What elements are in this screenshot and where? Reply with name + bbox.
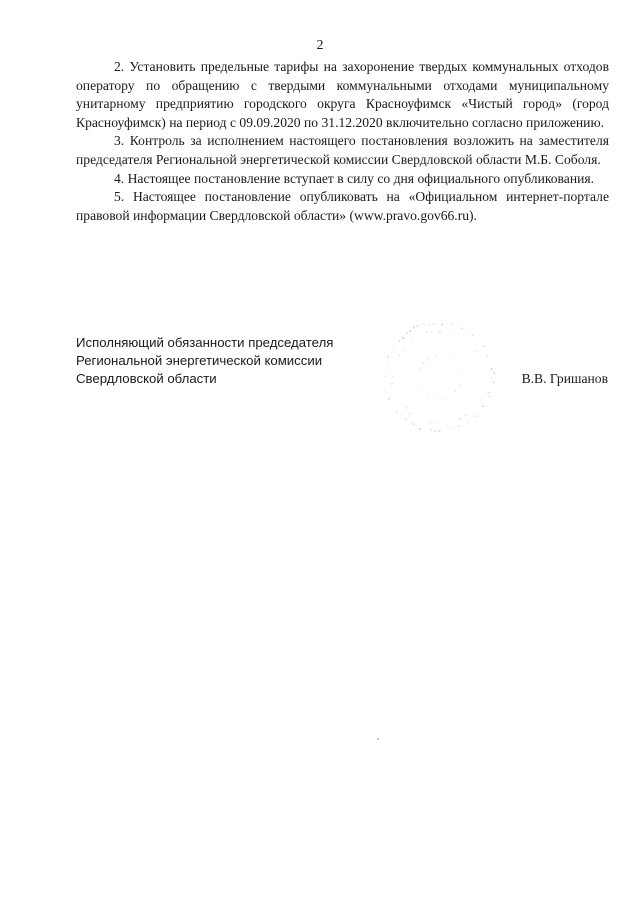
stamp-dot: [459, 418, 461, 420]
faint-stamp-icon: [378, 318, 500, 436]
paragraph-3: 3. Контроль за исполнением настоящего постановления возложить на заместителя председателя Региональной энергетической комиссии Свердловской области М.Б. Соболя.: [76, 133, 609, 167]
stamp-dot: [393, 349, 394, 350]
paragraph-2: 2. Установить предельные тарифы на захоронение твердых коммунальных отходов оператору по обращению с твердыми коммунальными отходами муниципальному унитарному предприятию городского округа Красноуфимск «Чистый город» (город Красноуфимск) на период с 09.09.2020 по 31.12.2020 включительно согласно приложению.: [76, 59, 609, 130]
signatory-name: В.В. Гришанов: [521, 371, 608, 386]
stamp-dot: [417, 376, 418, 377]
stamp-dot: [480, 399, 481, 400]
stamp-dot: [491, 368, 493, 370]
page-number: 2: [316, 38, 324, 53]
stamp-dot: [472, 335, 474, 337]
stamp-dot: [486, 355, 488, 357]
stamp-dot: [385, 389, 386, 390]
paragraph-4: 4. Настоящее постановление вступает в силу со дня официального опубликования.: [114, 170, 595, 186]
stamp-dot: [458, 369, 460, 371]
stamp-dot: [441, 323, 443, 325]
stamp-dot: [427, 394, 429, 396]
stamp-dot: [439, 331, 441, 333]
stamp-dot: [419, 368, 421, 370]
stamp-dot: [470, 333, 471, 334]
stamp-dot: [467, 422, 468, 423]
stamp-dot: [391, 383, 393, 385]
stamp-dot: [423, 362, 425, 364]
stamp-dot: [393, 376, 394, 377]
stamp-dot: [434, 430, 436, 432]
stamp-dot: [435, 355, 436, 356]
stamp-dot: [478, 413, 479, 414]
stamp-dot: [386, 362, 388, 364]
stamp-dot: [422, 389, 423, 390]
stamp-dot: [479, 356, 480, 357]
stamp-dot: [416, 426, 417, 427]
stamp-dot: [451, 323, 452, 324]
stamp-dot: [458, 426, 460, 428]
stamp-dot: [409, 412, 411, 414]
stamp-dot: [437, 421, 438, 422]
stamp-dot: [413, 327, 415, 329]
stamp-dot: [396, 411, 398, 413]
stamp-dot: [388, 356, 389, 357]
stamp-dot: [430, 421, 432, 423]
signatory-position-line: Исполняющий обязанности председателя: [76, 335, 334, 350]
stamp-dot: [419, 333, 420, 334]
stamp-dot: [434, 398, 436, 400]
stamp-dot: [426, 331, 428, 333]
stamp-dot: [474, 415, 476, 417]
stamp-dot: [392, 402, 393, 403]
stamp-dot: [419, 428, 421, 430]
stamp-dot: [489, 396, 491, 398]
stamp-dot: [454, 335, 455, 336]
stamp-dot: [402, 350, 404, 352]
stamp-dot: [453, 427, 454, 428]
stamp-dot: [417, 325, 419, 327]
stamp-dot: [388, 398, 390, 400]
document-body: [76, 58, 609, 225]
stamp-dot: [450, 357, 451, 358]
stamp-dot: [461, 327, 463, 329]
stamp-dot: [389, 395, 390, 396]
signatory-position-line: Региональной энергетической комиссии: [76, 353, 323, 368]
stamp-dot: [430, 429, 432, 431]
stamp-dot: [476, 350, 478, 352]
stamp-dot: [406, 332, 408, 334]
stamp-dot: [428, 325, 429, 326]
stamp-dot: [491, 378, 492, 379]
stamp-dot: [431, 331, 433, 333]
stamp-dot: [439, 430, 441, 432]
stamp-dot: [405, 418, 407, 420]
stamp-dot: [454, 390, 456, 392]
stamp-dot: [399, 355, 401, 357]
stamp-dot: [460, 384, 462, 386]
stamp-dot: [428, 358, 429, 359]
signatory-position-line: Свердловской области: [76, 371, 217, 386]
stamp-dot: [482, 345, 484, 347]
signatory-position: [76, 334, 333, 388]
stamp-dot: [386, 371, 387, 372]
stamp-dot: [423, 323, 425, 325]
stamp-dot: [482, 406, 484, 408]
stamp-dot: [385, 376, 386, 377]
stamp-dot: [489, 392, 491, 394]
stamp-dot: [442, 398, 444, 400]
stamp-dot: [412, 340, 413, 341]
stamp-dot: [493, 381, 495, 383]
stamp-dot: [493, 372, 495, 374]
scan-speck: [377, 738, 379, 740]
stamp-dot: [433, 323, 435, 325]
stamp-dot: [409, 330, 411, 332]
stamp-dot: [391, 352, 392, 353]
stamp-dot: [464, 415, 466, 417]
stamp-dot: [402, 337, 404, 339]
stamp-dot: [412, 423, 414, 425]
paragraph-5: 5. Настоящее постановление опубликовать на «Официальном интернет-портале правовой информации Свердловской области» (www.pravo.gov66.ru).: [76, 189, 609, 223]
stamp-dot: [406, 407, 408, 409]
stamp-dot: [485, 349, 486, 350]
stamp-dot: [399, 340, 401, 342]
